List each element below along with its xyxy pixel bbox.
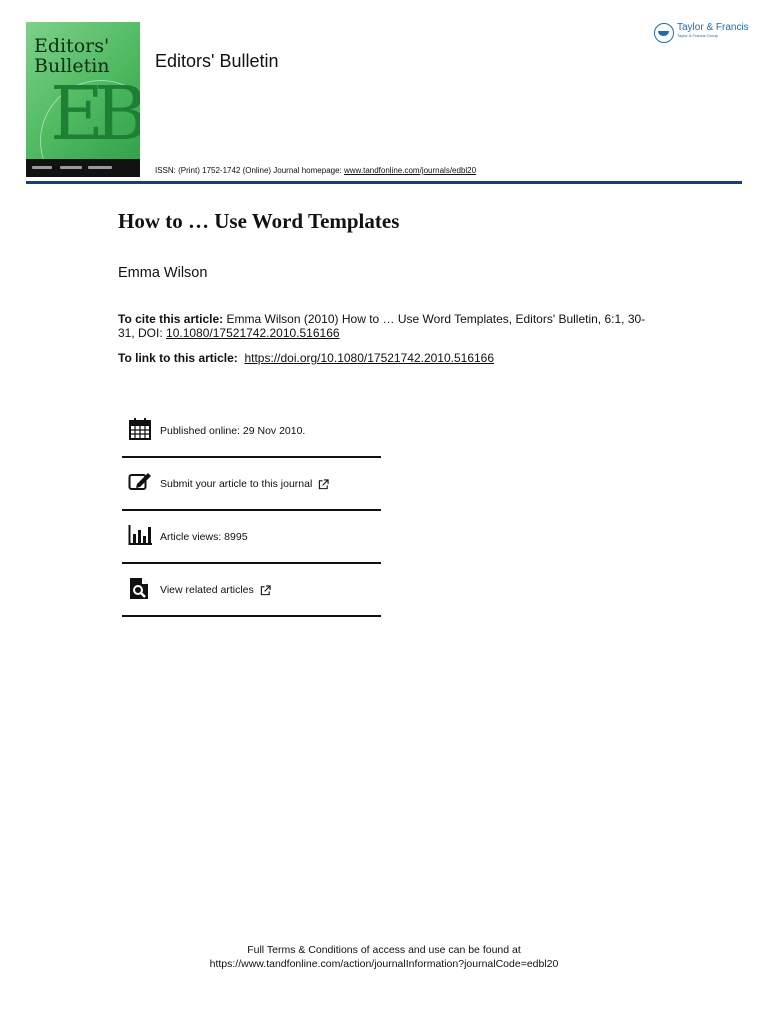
citation <box>118 312 658 340</box>
calendar-icon <box>128 417 152 441</box>
journal-title: Editors' Bulletin <box>155 51 279 71</box>
external-link-icon <box>260 585 271 596</box>
article-views-row <box>122 511 381 564</box>
issn-text: ISSN: (Print) 1752-1742 (Online) Journal homepage: <box>155 166 342 175</box>
article-author: Emma Wilson <box>118 265 208 281</box>
publisher-name: Taylor & Francis <box>677 22 749 33</box>
external-link-icon <box>318 479 329 490</box>
submit-article-link[interactable] <box>160 478 329 490</box>
terms-url[interactable]: https://www.tandfonline.com/action/journalInformation?journalCode=edbl20 <box>209 958 559 970</box>
submit-article-row[interactable] <box>122 458 381 511</box>
article-doi-link[interactable]: https://doi.org/10.1080/17521742.2010.516166 <box>244 351 495 365</box>
cover-title <box>34 36 110 76</box>
terms-footer <box>0 943 768 971</box>
cite-label: To cite this article: <box>118 312 224 326</box>
published-row <box>122 405 381 458</box>
publisher-group: Taylor & Francis Group <box>677 33 718 38</box>
cover-monogram: EB <box>50 71 139 157</box>
terms-text: Full Terms & Conditions of access and use can be found at <box>247 944 521 956</box>
published-date: Published online: 29 Nov 2010. <box>160 425 306 437</box>
publisher-logo[interactable] <box>654 22 749 46</box>
related-articles-row[interactable] <box>122 564 381 617</box>
search-document-icon <box>128 576 152 600</box>
journal-cover <box>26 22 140 177</box>
article-link-line <box>118 351 494 365</box>
edit-icon <box>128 470 152 494</box>
cover-publisher-band <box>26 159 140 177</box>
journal-homepage-link[interactable]: www.tandfonline.com/journals/edbl20 <box>344 166 477 175</box>
article-title: How to … Use Word Templates <box>118 209 400 233</box>
submit-article-label: Submit your article to this journal <box>160 478 313 490</box>
cite-doi-link[interactable]: 10.1080/17521742.2010.516166 <box>166 326 340 340</box>
cover-title-line1: Editors' <box>34 35 110 57</box>
link-label: To link to this article: <box>118 351 238 365</box>
cite-text: Emma Wilson (2010) How to … Use Word Templates, Editors' Bulletin, 6:1, 30-31, DOI: <box>118 312 646 340</box>
issn-line <box>155 166 476 175</box>
bar-chart-icon <box>128 523 152 547</box>
publisher-logo-icon <box>654 23 674 43</box>
related-articles-label: View related articles <box>160 584 254 596</box>
header-divider <box>26 181 742 184</box>
cover-title-line2: Bulletin <box>34 55 110 77</box>
related-articles-link[interactable] <box>160 584 271 596</box>
article-views: Article views: 8995 <box>160 531 248 543</box>
